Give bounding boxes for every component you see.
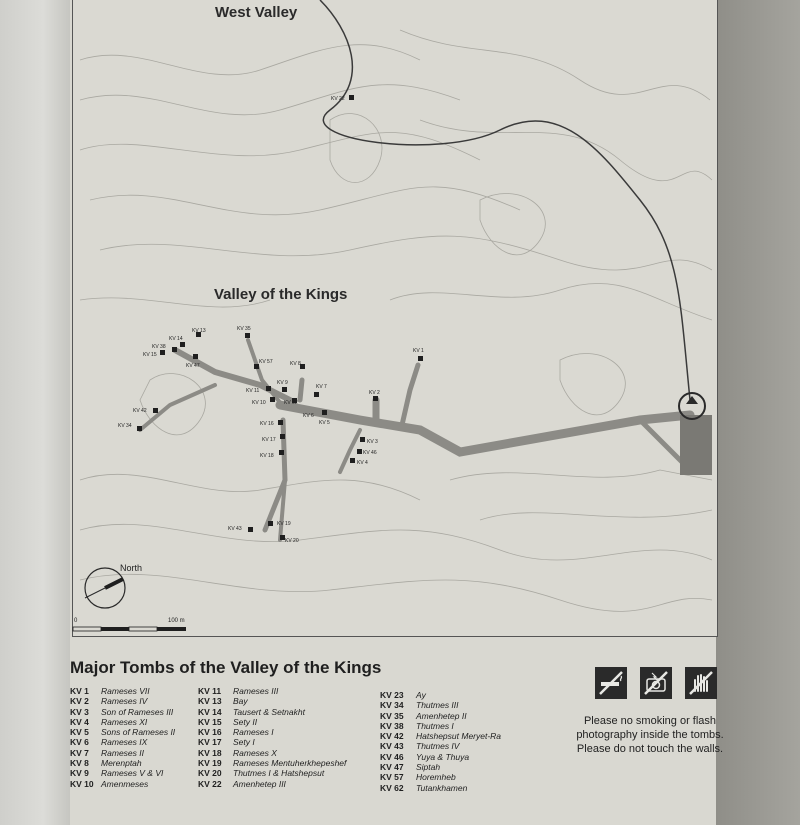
tomb-number: KV 47 — [380, 762, 404, 773]
tomb-name: Thutmes I & Hatshepsut — [233, 768, 325, 779]
legend-row — [70, 779, 175, 789]
no-touching-icon — [685, 667, 717, 699]
tomb-name: Thutmes I — [416, 720, 454, 731]
tomb-number: KV 3 — [70, 706, 89, 717]
tomb-number: KV 38 — [380, 720, 404, 731]
north-arrow-icon — [85, 568, 125, 608]
tomb-number: KV 14 — [198, 706, 222, 717]
notice-line: Please no smoking or flash — [583, 715, 717, 727]
tomb-label: KV 20 — [285, 538, 299, 544]
legend-row — [380, 741, 501, 751]
no-flash-icon — [640, 667, 672, 699]
tomb-label: KV 9 — [277, 380, 288, 386]
legend-row — [380, 783, 501, 793]
tomb-label: KV 62 — [284, 400, 298, 406]
tomb-label: KV 57 — [259, 359, 273, 365]
legend-row — [380, 721, 501, 731]
tomb-labels — [118, 96, 424, 544]
tomb-name: Son of Rameses III — [101, 706, 174, 717]
legend-row — [70, 727, 175, 737]
tomb-number: KV 10 — [70, 778, 94, 789]
tomb-number: KV 22 — [198, 778, 222, 789]
visitor-center — [680, 415, 712, 475]
west-valley-title: West Valley — [215, 4, 298, 21]
tomb-number: KV 16 — [198, 727, 222, 738]
legend-column-3 — [380, 690, 501, 793]
tomb-number: KV 8 — [70, 758, 89, 769]
tomb-name: Tausert & Setnakht — [233, 706, 305, 717]
tomb-label: KV 18 — [260, 453, 274, 459]
tomb-label: KV 19 — [277, 521, 291, 527]
legend-row — [380, 772, 501, 782]
tomb-number: KV 15 — [198, 716, 222, 727]
tomb-name: Tutankhamen — [416, 782, 468, 793]
legend-row — [198, 748, 346, 758]
tomb-number: KV 43 — [380, 741, 404, 752]
legend-row — [70, 696, 175, 706]
tomb-name: Amenhetep III — [233, 778, 286, 789]
contour-lines — [80, 30, 712, 611]
tomb-name: Amenhetep II — [416, 710, 467, 721]
tomb-label: KV 1 — [413, 348, 424, 354]
legend-row — [380, 762, 501, 772]
tomb-name: Merenptah — [101, 758, 142, 769]
tomb-label: KV 35 — [237, 326, 251, 332]
notice-line: photography inside the tombs. — [576, 729, 724, 741]
tomb-label: KV 5 — [319, 420, 330, 426]
tomb-number: KV 34 — [380, 700, 404, 711]
notice-line: Please do not touch the walls. — [576, 743, 724, 755]
tomb-number: KV 7 — [70, 747, 89, 758]
tomb-label: KV 4 — [357, 460, 368, 466]
legend-row — [380, 731, 501, 741]
road-track — [320, 0, 690, 400]
tomb-number: KV 42 — [380, 731, 404, 742]
tomb-label: KV 43 — [228, 526, 242, 532]
tomb-name: Rameses X — [233, 747, 277, 758]
tomb-name: Yuya & Thuya — [416, 751, 470, 762]
tomb-name: Horemheb — [416, 772, 456, 783]
tomb-number: KV 35 — [380, 710, 404, 721]
tomb-label: KV 2 — [369, 390, 380, 396]
tomb-name: Rameses II — [101, 747, 144, 758]
tomb-number: KV 5 — [70, 727, 89, 738]
scale-bar — [73, 627, 186, 631]
tomb-label: KV 15 — [143, 352, 157, 358]
tomb-label: KV 3 — [367, 439, 378, 445]
legend-column-2 — [198, 686, 346, 789]
tomb-number: KV 62 — [380, 782, 404, 793]
legend-row — [380, 711, 501, 721]
tomb-name: Rameses Mentuherkhepeshef — [233, 758, 347, 769]
tomb-name: Siptah — [416, 762, 441, 773]
entrance-arrow-icon — [686, 396, 698, 404]
tomb-number: KV 46 — [380, 751, 404, 762]
legend-row — [70, 707, 175, 717]
legend-row — [70, 758, 175, 768]
legend-row — [70, 748, 175, 758]
tomb-name: Sons of Rameses II — [101, 727, 176, 738]
valley-paths — [140, 340, 690, 540]
tomb-number: KV 1 — [70, 686, 89, 696]
tomb-name: Rameses V & VI — [101, 768, 164, 779]
legend-row — [70, 737, 175, 747]
tomb-number: KV 13 — [198, 696, 222, 707]
legend-row — [70, 717, 175, 727]
legend-row — [198, 707, 346, 717]
legend-row — [70, 686, 175, 696]
tomb-name: Rameses I — [233, 727, 274, 738]
tomb-markers — [137, 95, 423, 540]
tomb-name: Rameses IX — [101, 737, 148, 748]
legend-row — [198, 717, 346, 727]
tomb-name: Rameses VII — [101, 686, 150, 696]
legend-row — [380, 700, 501, 710]
legend-row — [198, 768, 346, 778]
tomb-number: KV 20 — [198, 768, 222, 779]
tomb-name: Sety II — [233, 716, 258, 727]
tomb-number: KV 9 — [70, 768, 89, 779]
tomb-label: KV 16 — [260, 421, 274, 427]
tomb-number: KV 4 — [70, 716, 89, 727]
legend-row — [198, 696, 346, 706]
legend-row — [70, 768, 175, 778]
tomb-name: Rameses XI — [101, 716, 148, 727]
tomb-label: KV 38 — [152, 344, 166, 350]
tomb-name: Hatshepsut Meryet-Ra — [416, 731, 502, 742]
tomb-label: KV 17 — [262, 437, 276, 443]
scale-end-label: 100 m — [168, 618, 185, 624]
tomb-name: Rameses IV — [101, 696, 148, 707]
tomb-name: Thutmes III — [416, 700, 459, 711]
legend-row — [380, 752, 501, 762]
tomb-name: Ay — [416, 690, 426, 700]
tomb-number: KV 57 — [380, 772, 404, 783]
tomb-name: Thutmes IV — [416, 741, 460, 752]
tomb-label: KV 11 — [246, 388, 260, 394]
tomb-number: KV 2 — [70, 696, 89, 707]
tomb-name: Sety I — [233, 737, 255, 748]
legend-row — [198, 779, 346, 789]
tomb-label: KV 22 — [331, 96, 345, 102]
legend-title: Major Tombs of the Valley of the Kings — [70, 658, 382, 677]
notice-text — [540, 714, 760, 756]
tomb-name: Amenmeses — [101, 778, 149, 789]
tomb-number: KV 11 — [198, 686, 222, 696]
legend-row — [198, 686, 346, 696]
tomb-label: KV 46 — [363, 450, 377, 456]
tomb-label: KV 7 — [316, 384, 327, 390]
legend-row — [198, 737, 346, 747]
tomb-number: KV 17 — [198, 737, 222, 748]
tomb-label: KV 10 — [252, 400, 266, 406]
north-label: North — [120, 563, 143, 573]
tomb-label: KV 14 — [169, 336, 183, 342]
legend-row — [198, 727, 346, 737]
tomb-label: KV 47 — [186, 363, 200, 369]
tomb-name: Bay — [233, 696, 248, 707]
legend-row — [380, 690, 501, 700]
tomb-label: KV 42 — [133, 408, 147, 414]
tomb-label: KV 34 — [118, 423, 132, 429]
tomb-label: KV 6 — [303, 413, 314, 419]
legend-row — [198, 758, 346, 768]
valley-of-kings-title: Valley of the Kings — [214, 286, 348, 303]
tomb-number: KV 6 — [70, 737, 89, 748]
legend-column-1 — [70, 686, 175, 789]
tomb-label: KV 13 — [192, 328, 206, 334]
tomb-number: KV 19 — [198, 758, 222, 769]
no-smoking-icon — [595, 667, 627, 699]
scale-zero-label: 0 — [74, 618, 78, 624]
tomb-number: KV 18 — [198, 747, 222, 758]
tomb-label: KV 8 — [290, 361, 301, 367]
tomb-number: KV 23 — [380, 690, 404, 700]
tomb-name: Rameses III — [233, 686, 279, 696]
